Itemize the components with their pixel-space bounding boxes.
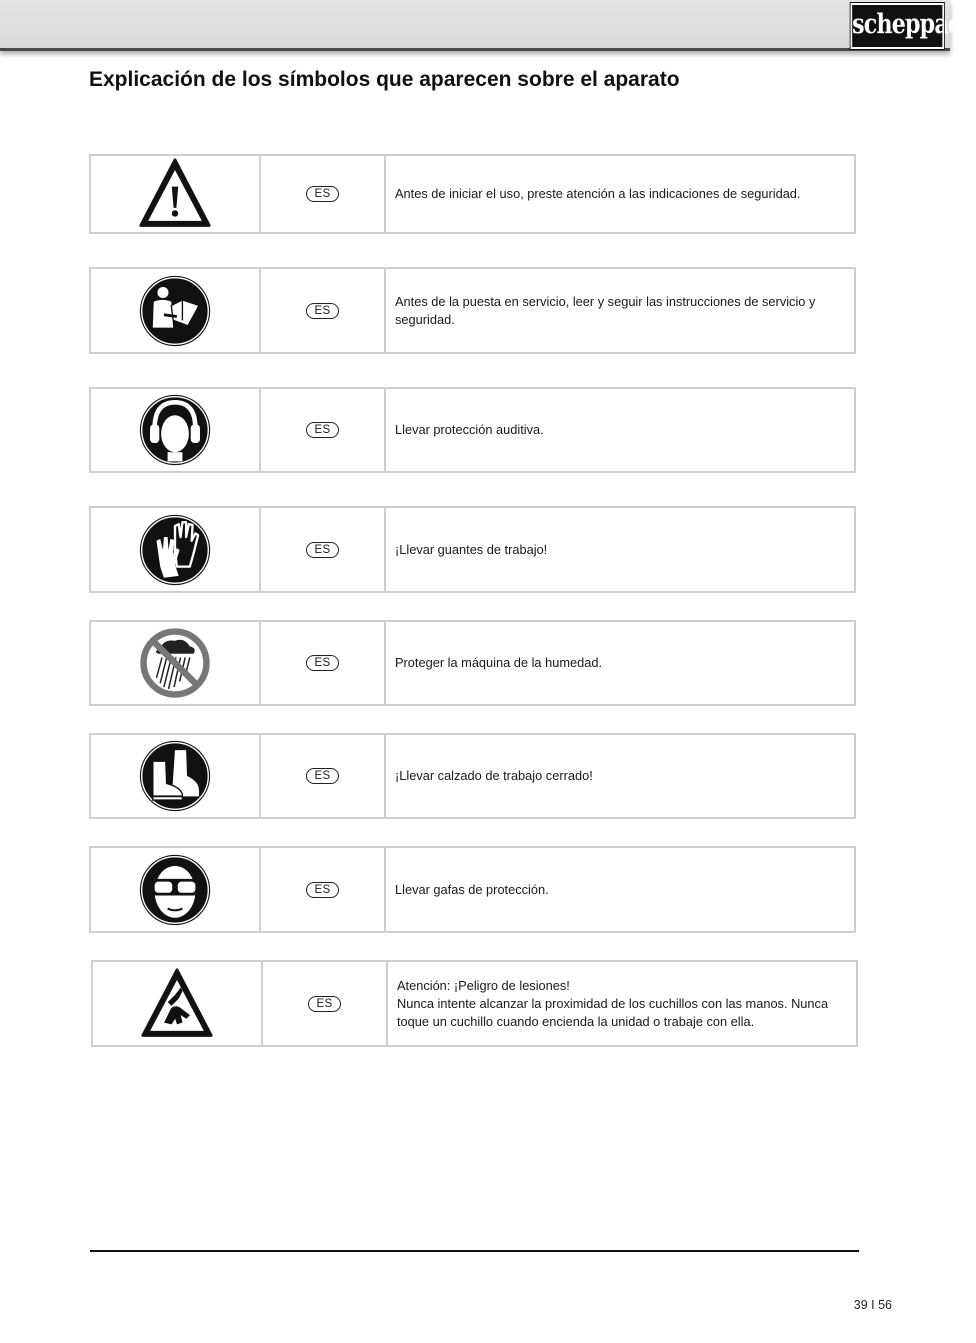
language-badge: ES bbox=[306, 882, 340, 898]
work-gloves-icon bbox=[138, 513, 212, 587]
page-title: Explicación de los símbolos que aparecen sobre el aparato bbox=[89, 68, 680, 91]
symbol-description: ¡Llevar calzado de trabajo cerrado! bbox=[395, 768, 593, 783]
safety-boots-icon bbox=[138, 739, 212, 813]
symbol-row bbox=[89, 506, 856, 593]
header-bar bbox=[0, 0, 976, 51]
read-manual-icon bbox=[138, 274, 212, 348]
symbol-row bbox=[89, 387, 856, 473]
language-badge: ES bbox=[306, 655, 340, 671]
symbol-row bbox=[89, 846, 856, 933]
language-badge: ES bbox=[308, 996, 342, 1012]
no-rain-icon bbox=[138, 626, 212, 700]
symbol-description: Antes de la puesta en servicio, leer y seguir las instrucciones de servicio y seguridad. bbox=[395, 293, 816, 327]
symbol-description: Antes de iniciar el uso, preste atención a las indicaciones de seguridad. bbox=[395, 186, 801, 201]
ear-protection-icon bbox=[138, 393, 212, 467]
symbol-description: Llevar protección auditiva. bbox=[395, 422, 544, 437]
safety-goggles-icon bbox=[138, 853, 212, 927]
language-badge: ES bbox=[306, 768, 340, 784]
language-badge: ES bbox=[306, 542, 340, 558]
language-badge: ES bbox=[306, 186, 340, 202]
symbol-row bbox=[89, 267, 856, 354]
page-number: 39 I 56 bbox=[853, 1298, 892, 1312]
symbol-row bbox=[89, 620, 856, 706]
language-badge: ES bbox=[306, 422, 340, 438]
footer-divider bbox=[90, 1250, 859, 1252]
language-badge: ES bbox=[306, 303, 340, 319]
symbol-description: ¡Llevar guantes de trabajo! bbox=[395, 541, 548, 557]
symbol-description: Proteger la máquina de la humedad. bbox=[395, 655, 603, 670]
symbol-row bbox=[89, 154, 856, 234]
symbol-description: Atención: ¡Peligro de lesiones! Nunca intente alcanzar la proximidad de los cuchillos con las manos. Nunca toque un cuchillo cuando encienda la unidad o trabaje con ella. bbox=[397, 977, 829, 1029]
warning-exclamation-icon bbox=[138, 157, 212, 231]
blade-hand-warning-icon bbox=[140, 967, 214, 1041]
symbol-row bbox=[89, 733, 856, 819]
brand-logo: scheppach bbox=[851, 3, 944, 49]
symbol-row bbox=[91, 960, 858, 1047]
symbol-description: Llevar gafas de protección. bbox=[395, 881, 549, 897]
